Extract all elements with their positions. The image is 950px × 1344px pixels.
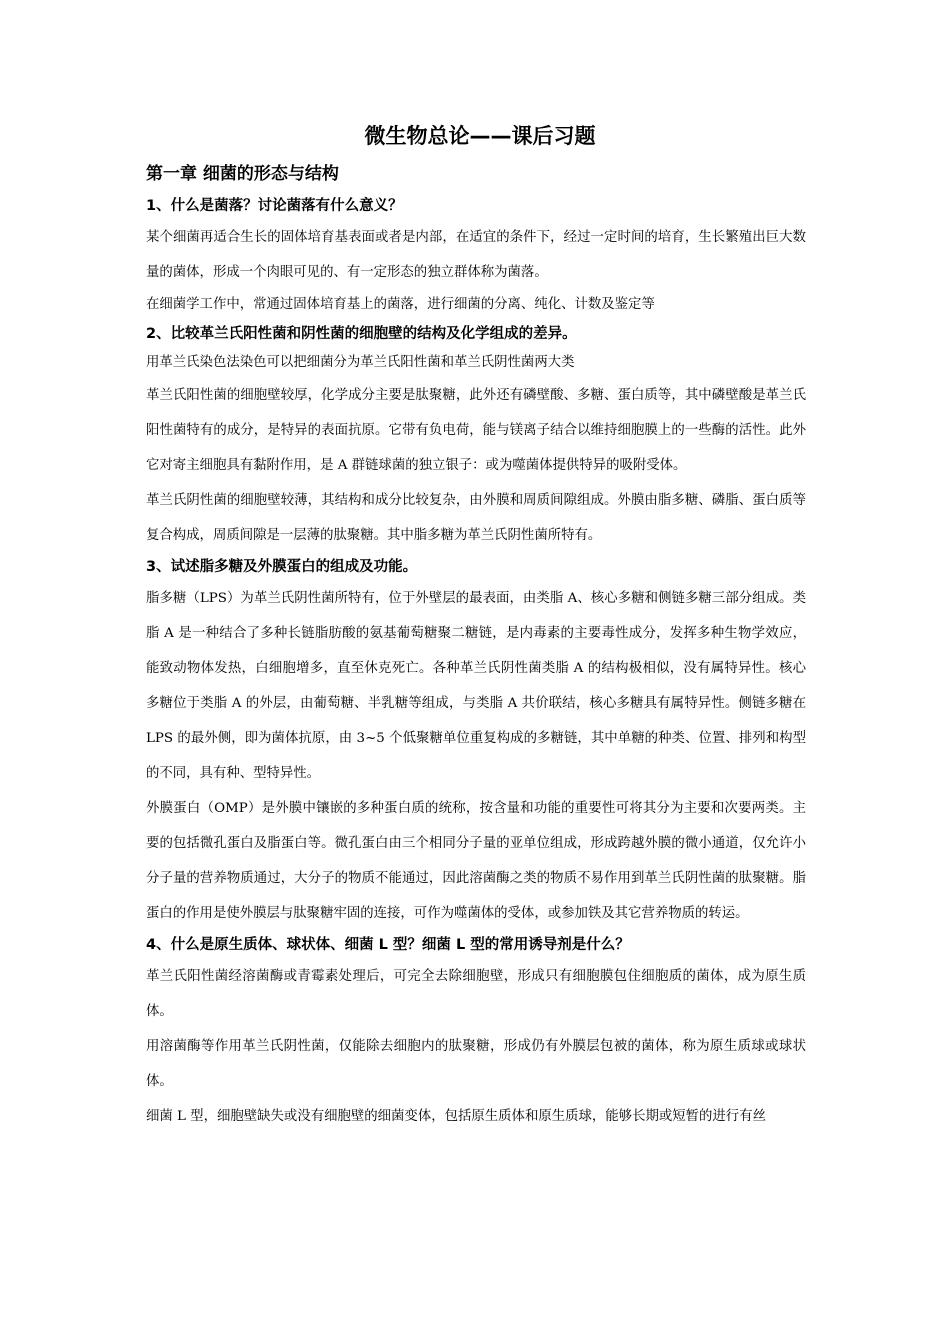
answer-3-paragraph-2: 外膜蛋白（OMP）是外膜中镶嵌的多种蛋白质的统称，按含量和功能的重要性可将其分为主要和次要两类。主要的包括微孔蛋白及脂蛋白等。微孔蛋白由三个相同分子量的亚单位组成，形成跨越外膜的微小通道，仅允许小分子量的营养物质通过，大分子的物质不能通过，因此溶菌酶之类的物质不易作用到革兰氏阴性菌的肽聚糖。脂蛋白的作用是使外膜层与肽聚糖牢固的连接，可作为噬菌体的受体，或参加铁及其它营养物质的转运。	[146, 801, 806, 921]
answer-4-paragraph-1: 革兰氏阳性菌经溶菌酶或青霉素处理后，可完全去除细胞壁，形成只有细胞膜包住细胞质的菌体，成为原生质体。	[146, 969, 806, 1019]
answer-4-paragraph-3: 细菌 L 型，细胞壁缺失或没有细胞壁的细菌变体，包括原生质体和原生质球，能够长期或短暂的进行有丝	[146, 1109, 766, 1124]
answer-1-paragraph-1: 某个细菌再适合生长的固体培育基表面或者是内部，在适宜的条件下，经过一定时间的培育，生长繁殖出巨大数量的菌体，形成一个肉眼可见的、有一定形态的独立群体称为菌落。	[146, 230, 806, 280]
answer-4-paragraph-2: 用溶菌酶等作用革兰氏阴性菌，仅能除去细胞内的肽聚糖，形成仍有外膜层包被的菌体，称为原生质球或球状体。	[146, 1039, 806, 1089]
answer-2-paragraph-3: 革兰氏阴性菌的细胞壁较薄，其结构和成分比较复杂，由外膜和周质间隙组成。外膜由脂多糖、磷脂、蛋白质等复合构成，周质间隙是一层薄的肽聚糖。其中脂多糖为革兰氏阴性菌所特有。	[146, 493, 806, 543]
question-2: 2、比较革兰氏阳性菌和阴性菌的细胞壁的结构及化学组成的差异。	[146, 326, 577, 342]
answer-2-paragraph-2: 革兰氏阳性菌的细胞壁较厚，化学成分主要是肽聚糖，此外还有磷壁酸、多糖、蛋白质等，其中磷壁酸是革兰氏阳性菌特有的成分，是特异的表面抗原。它带有负电荷，能与镁离子结合以维持细胞膜上的一些酶的活性。此外它对寄主细胞具有黏附作用，是 A 群链球菌的独立银子：或为噬菌体提供特异的吸附受体。	[146, 388, 806, 473]
chapter-heading: 第一章 细菌的形态与结构	[146, 164, 339, 184]
question-1: 1、什么是菌落？讨论菌落有什么意义？	[146, 198, 403, 214]
answer-1-paragraph-2: 在细菌学工作中，常通过固体培育基上的菌落，进行细菌的分离、纯化、计数及鉴定等	[146, 297, 655, 312]
document-page	[146, 118, 806, 1134]
answer-3-paragraph-1: 脂多糖（LPS）为革兰氏阴性菌所特有，位于外壁层的最表面，由类脂 A、核心多糖和侧链多糖三部分组成。类脂 A 是一种结合了多种长链脂肪酸的氨基葡萄糖聚二糖链，是内毒素的主要毒性成分，发挥多种生物学效应，能致动物体发热，白细胞增多，直至休克死亡。各种革兰氏阴性菌类脂 A 的结构极相似，没有属特异性。核心多糖位于类脂 A 的外层，由葡萄糖、半乳糖等组成，与类脂 A 共价联结，核心多糖具有属特异性。侧链多糖在 LPS 的最外侧，即为菌体抗原，由 3~5 个低聚糖单位重复构成的多糖链，其中单糖的种类、位置、排列和构型的不同，具有种、型特异性。	[146, 591, 806, 781]
answer-2-paragraph-1: 用革兰氏染色法染色可以把细菌分为革兰氏阳性菌和革兰氏阴性菌两大类	[146, 355, 575, 370]
question-4: 4、什么是原生质体、球状体、细菌 L 型？细菌 L 型的常用诱导剂是什么？	[146, 937, 630, 953]
question-3: 3、试述脂多糖及外膜蛋白的组成及功能。	[146, 559, 418, 575]
document-title: 微生物总论——课后习题	[364, 124, 596, 148]
